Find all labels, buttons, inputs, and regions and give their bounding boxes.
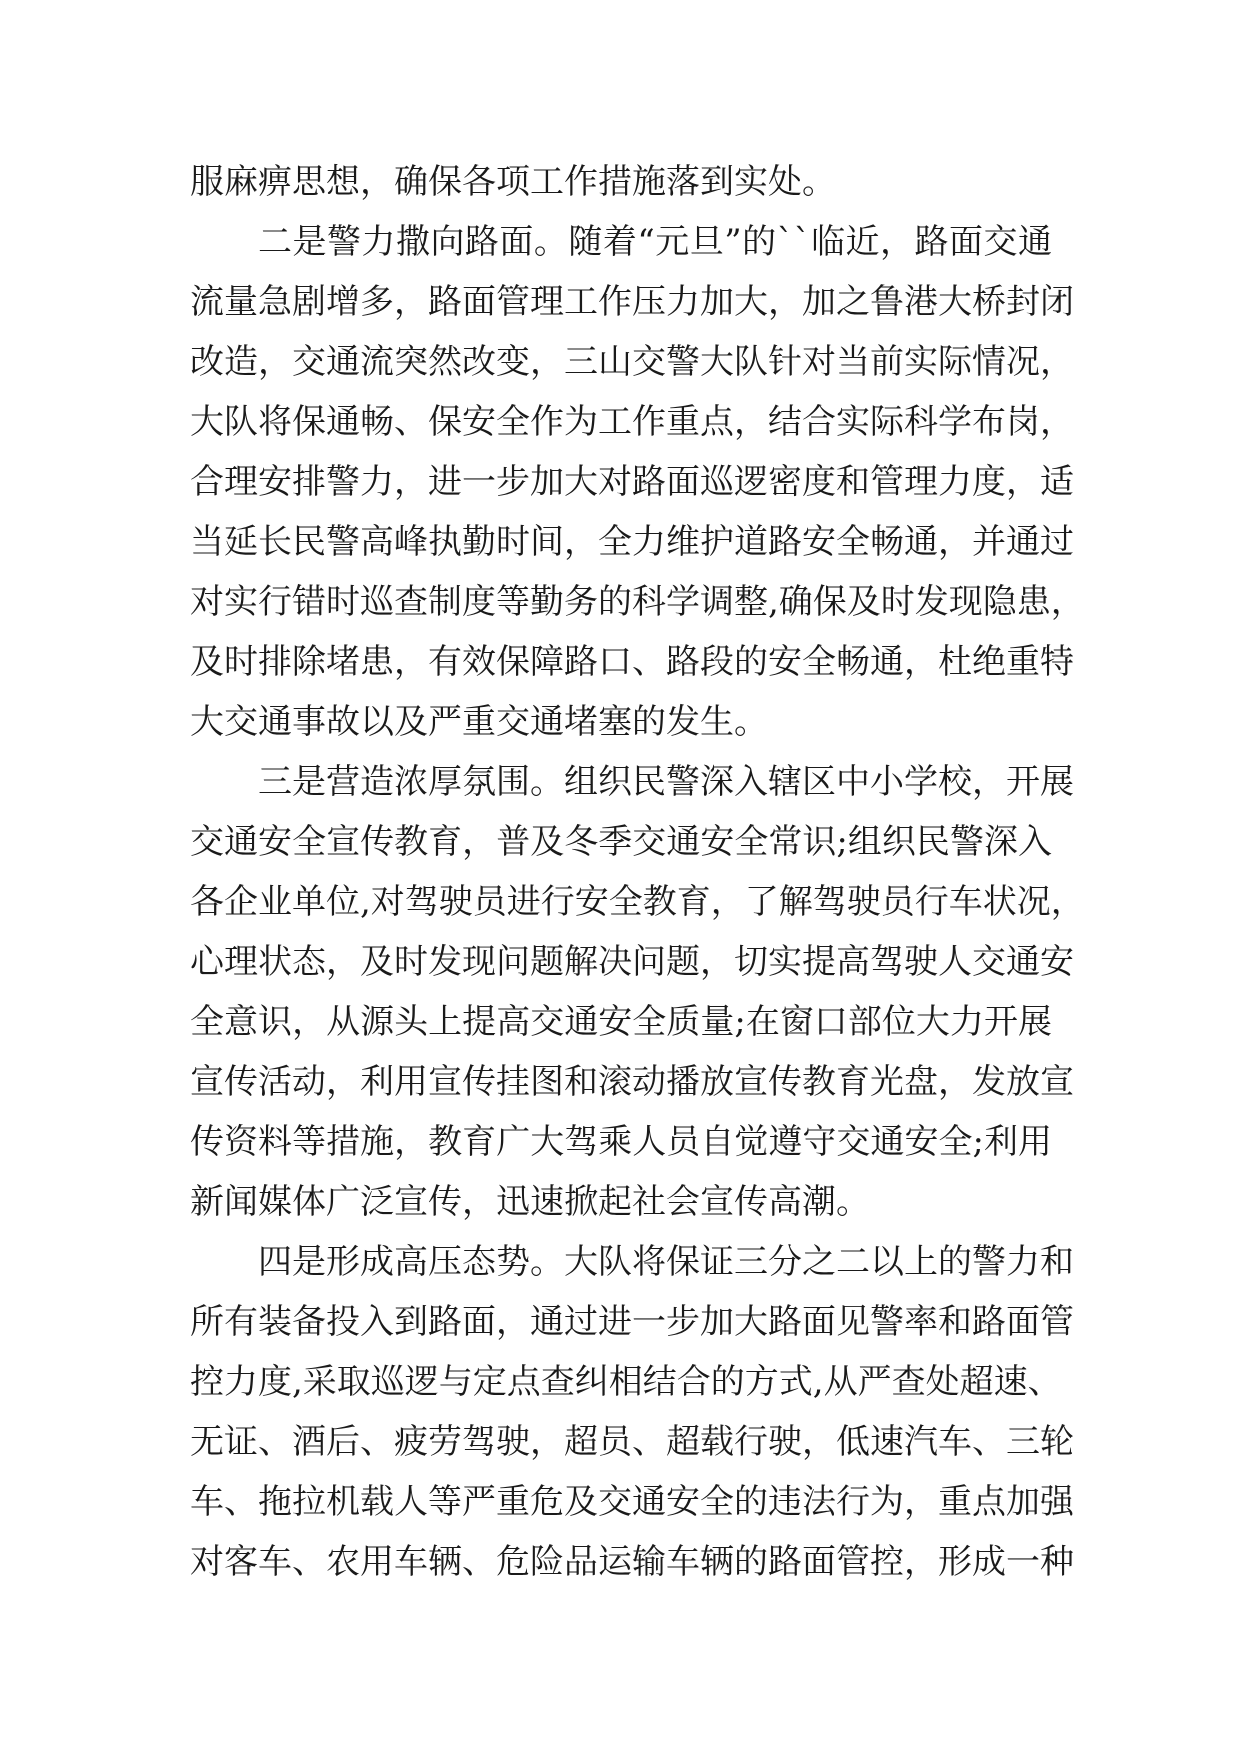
text-line: 各企业单位,对驾驶员进行安全教育，了解驾驶员行车状况，: [190, 882, 1085, 922]
text-line: 及时排除堵患，有效保障路口、路段的安全畅通，杜绝重特: [190, 642, 1074, 682]
text-line: 大队将保通畅、保安全作为工作重点，结合实际科学布岗，: [190, 402, 1074, 442]
text-line: 流量急剧增多，路面管理工作压力加大，加之鲁港大桥封闭: [190, 282, 1074, 322]
text-line: 服麻痹思想，确保各项工作措施落到实处。: [190, 162, 836, 202]
text-line: 交通安全宣传教育，普及冬季交通安全常识;组织民警深入: [190, 822, 1053, 862]
text-line: 合理安排警力，进一步加大对路面巡逻密度和管理力度，适: [190, 462, 1074, 502]
text-line: 大交通事故以及严重交通堵塞的发生。: [190, 702, 768, 742]
paragraph-first-line: 二是警力撒向路面。随着“元旦”的``临近，路面交通: [258, 222, 1052, 262]
paragraph-first-line: 三是营造浓厚氛围。组织民警深入辖区中小学校，开展: [258, 762, 1074, 802]
text-line: 控力度,采取巡逻与定点查纠相结合的方式,从严查处超速、: [190, 1362, 1062, 1402]
text-line: 当延长民警高峰执勤时间，全力维护道路安全畅通，并通过: [190, 522, 1074, 562]
text-line: 无证、酒后、疲劳驾驶，超员、超载行驶，低速汽车、三轮: [190, 1422, 1074, 1462]
text-line: 心理状态，及时发现问题解决问题，切实提高驾驶人交通安: [190, 942, 1074, 982]
paragraph-first-line: 四是形成高压态势。大队将保证三分之二以上的警力和: [258, 1242, 1074, 1282]
text-line: 所有装备投入到路面，通过进一步加大路面见警率和路面管: [190, 1302, 1074, 1342]
text-line: 对实行错时巡查制度等勤务的科学调整,确保及时发现隐患，: [190, 582, 1085, 622]
text-line: 改造，交通流突然改变，三山交警大队针对当前实际情况，: [190, 342, 1074, 382]
text-line: 全意识，从源头上提高交通安全质量;在窗口部位大力开展: [190, 1002, 1052, 1042]
body-text: [190, 152, 1085, 1592]
text-line: 新闻媒体广泛宣传，迅速掀起社会宣传高潮。: [190, 1182, 870, 1222]
text-line: 传资料等措施，教育广大驾乘人员自觉遵守交通安全;利用: [190, 1122, 1053, 1162]
text-line: 对客车、农用车辆、危险品运输车辆的路面管控，形成一种: [190, 1542, 1074, 1582]
text-line: 宣传活动，利用宣传挂图和滚动播放宣传教育光盘，发放宣: [190, 1062, 1074, 1102]
text-line: 车、拖拉机载人等严重危及交通安全的违法行为，重点加强: [190, 1482, 1074, 1522]
